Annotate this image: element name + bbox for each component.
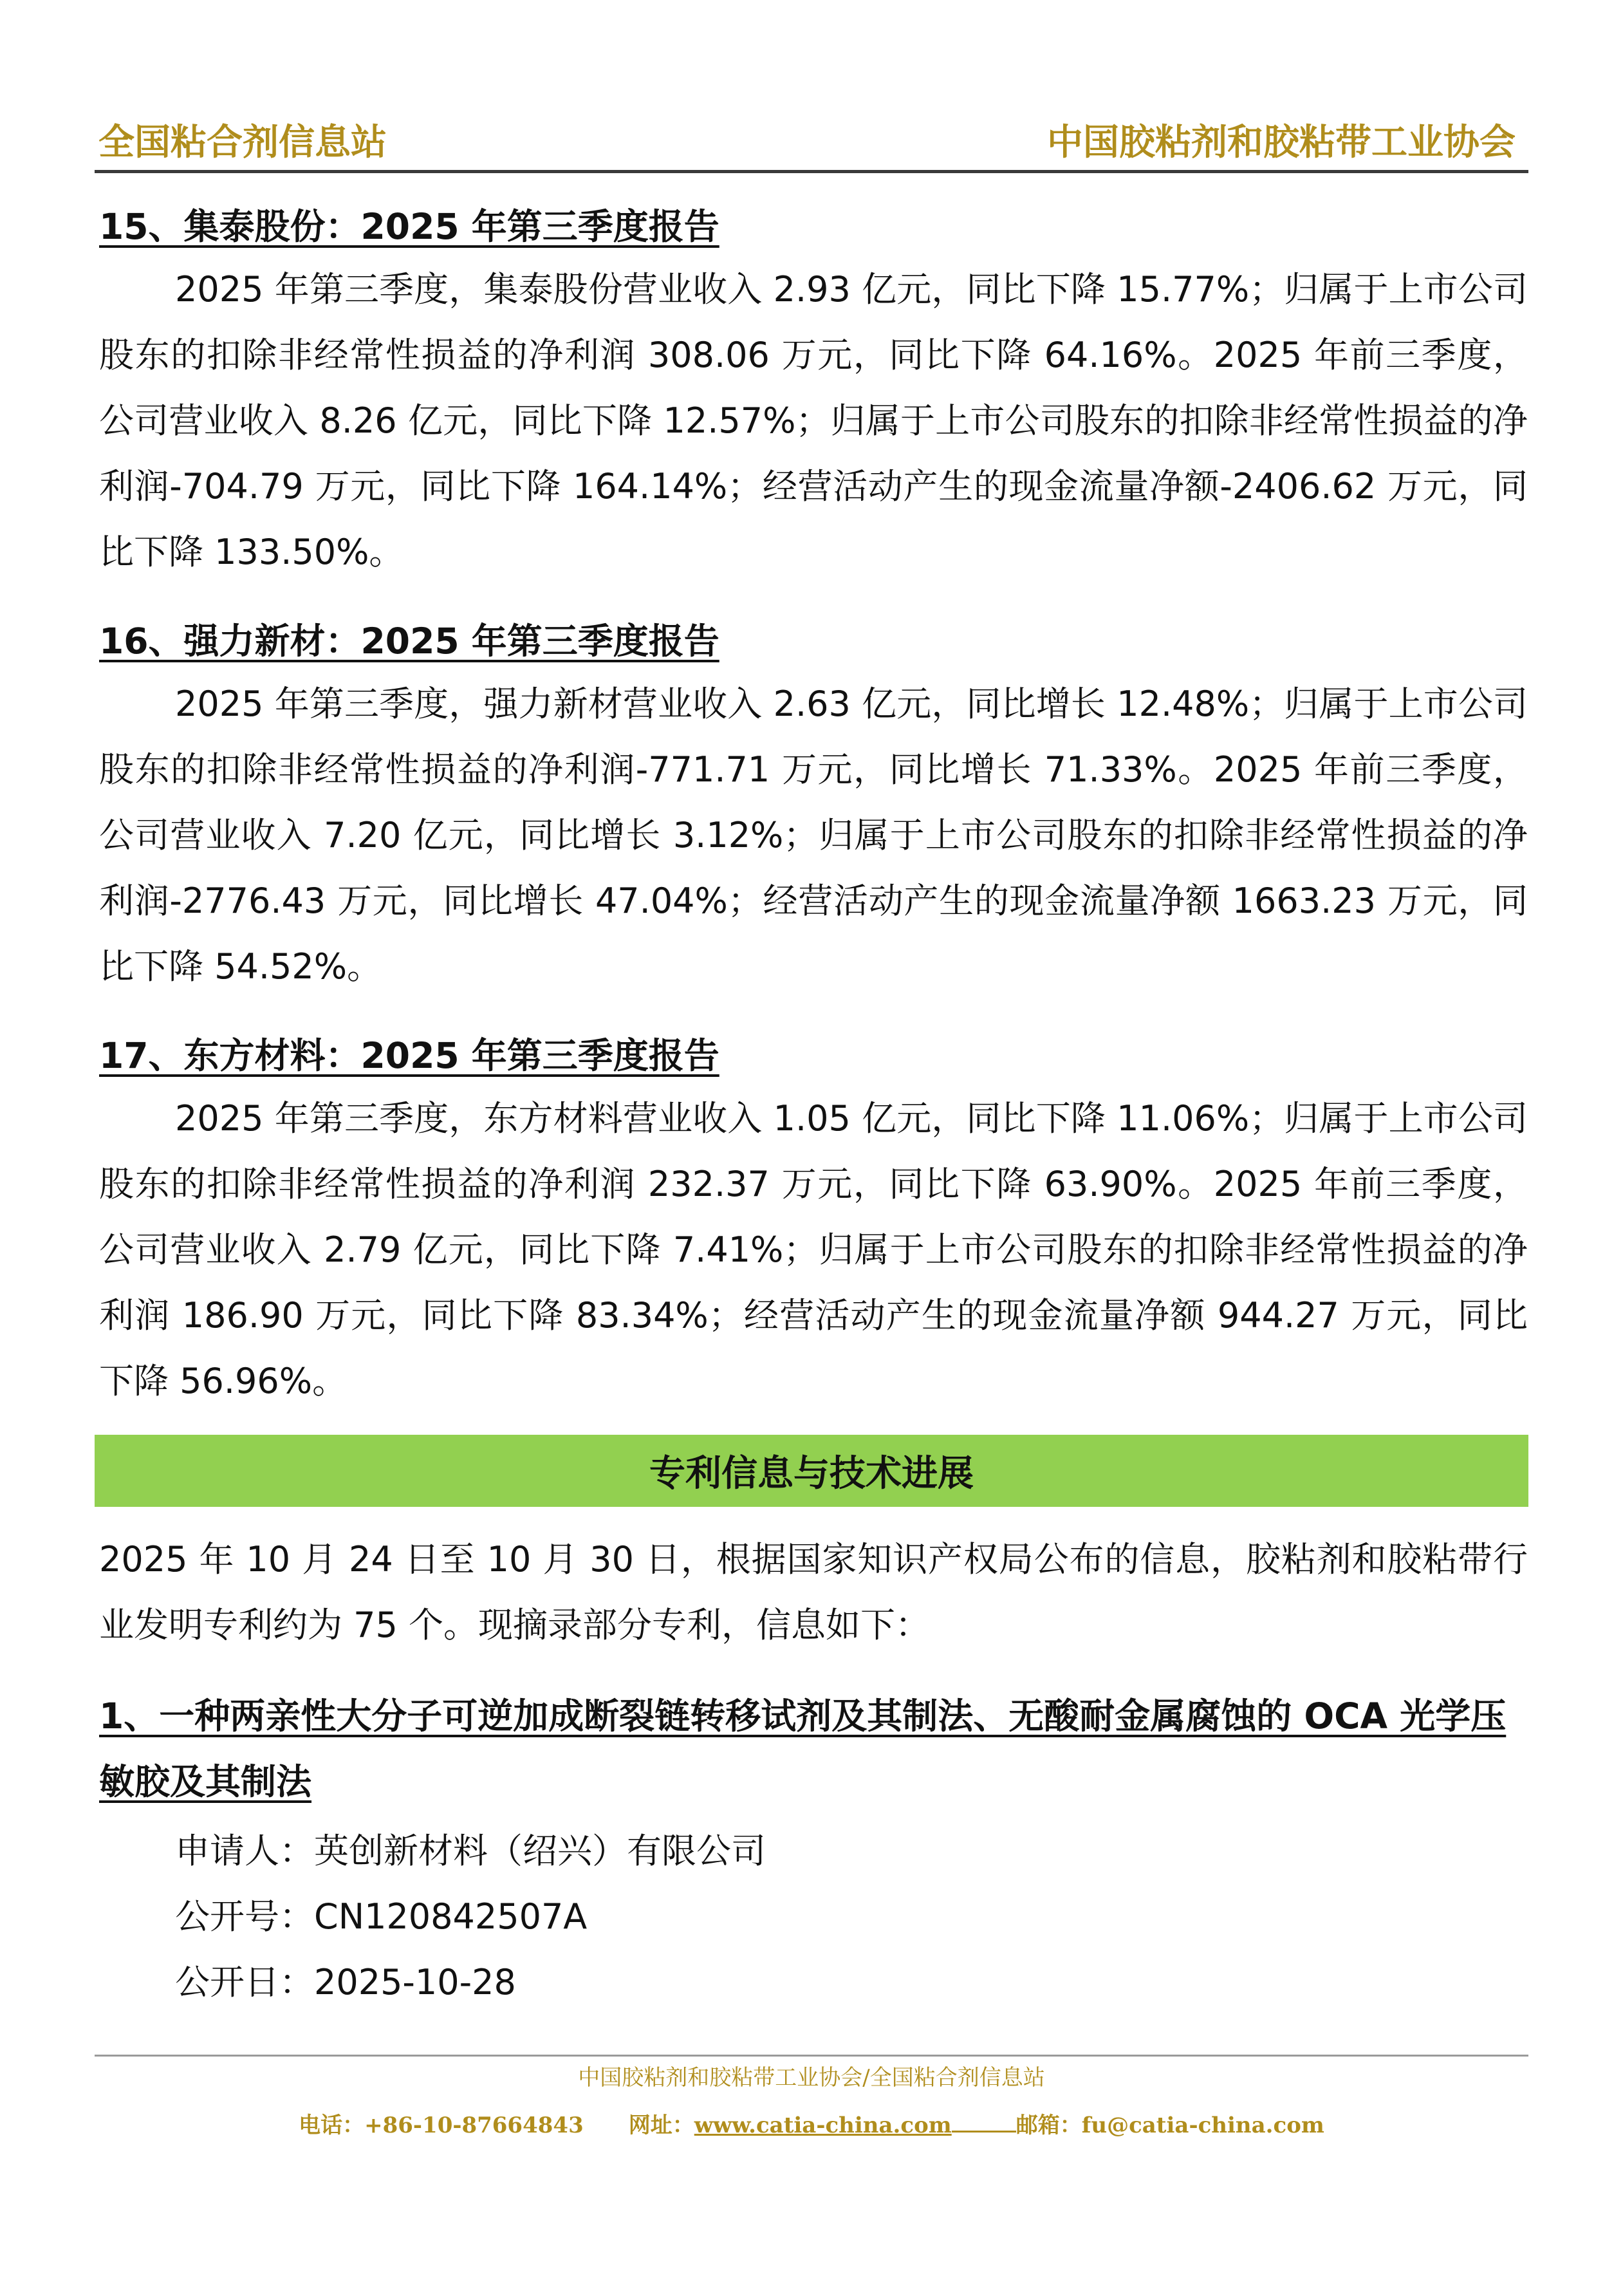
section-body-16: 2025 年第三季度，强力新材营业收入 2.63 亿元，同比增长 12.48%；归属于上市公司股东的扣除非经常性损益的净利润-771.71 万元，同比增长 71.33%。2025 年前三季度，公司营业收入 7.20 亿元，同比增长 3.12%；归属于上市公司股东的扣除非经常性损益的净利润-2776.43 万元，同比增长 47.04%；经营活动产生的现金流量净额 1663.23 万元，同比下降 54.52%。 bbox=[99, 684, 1528, 987]
section-title-17: 17、东方材料：2025 年第三季度报告 bbox=[99, 1035, 719, 1076]
footer-divider bbox=[95, 2055, 1528, 2057]
footer-website-label: 网址： bbox=[628, 2113, 694, 2138]
patent-section-banner bbox=[95, 1435, 1528, 1507]
footer-phone: 电话：+86-10-87664843 bbox=[299, 2113, 584, 2138]
section-title-16: 16、强力新材：2025 年第三季度报告 bbox=[99, 621, 719, 662]
header-right-title: 中国胶粘剂和胶粘带工业协会 bbox=[1047, 121, 1516, 163]
patent-publication-number: 公开号：CN120842507A bbox=[175, 1896, 588, 1937]
patent-applicant: 申请人：英创新材料（绍兴）有限公司 bbox=[175, 1831, 766, 1871]
footer-org-line: 中国胶粘剂和胶粘带工业协会/全国粘合剂信息站 bbox=[578, 2065, 1045, 2091]
footer-website-link[interactable]: www.catia-china.com bbox=[694, 2113, 952, 2138]
banner-label: 专利信息与技术进展 bbox=[649, 1453, 974, 1495]
patent-intro: 2025 年 10 月 24 日至 10 月 30 日，根据国家知识产权局公布的信息，胶粘剂和胶粘带行业发明专利约为 75 个。现摘录部分专利，信息如下： bbox=[99, 1539, 1528, 1645]
footer-contact-line bbox=[95, 2106, 1528, 2145]
header-left-title: 全国粘合剂信息站 bbox=[98, 121, 387, 163]
section-body-17: 2025 年第三季度，东方材料营业收入 1.05 亿元，同比下降 11.06%；归属于上市公司股东的扣除非经常性损益的净利润 232.37 万元，同比下降 63.90%。2025 年前三季度，公司营业收入 2.79 亿元，同比下降 7.41%；归属于上市公司股东的扣除非经常性损益的净利润 186.90 万元，同比下降 83.34%；经营活动产生的现金流量净额 944.27 万元，同比下降 56.96%。 bbox=[99, 1098, 1528, 1401]
footer-email[interactable]: 邮箱：fu@catia-china.com bbox=[1016, 2113, 1324, 2138]
patent-publication-date: 公开日：2025-10-28 bbox=[175, 1962, 516, 2002]
footer-underline-decoration bbox=[952, 2110, 1016, 2133]
header-divider bbox=[95, 170, 1528, 173]
page-header bbox=[95, 115, 1528, 170]
section-body-15: 2025 年第三季度，集泰股份营业收入 2.93 亿元，同比下降 15.77%；归属于上市公司股东的扣除非经常性损益的净利润 308.06 万元，同比下降 64.16%。2025 年前三季度，公司营业收入 8.26 亿元，同比下降 12.57%；归属于上市公司股东的扣除非经常性损益的净利润-704.79 万元，同比下降 164.14%；经营活动产生的现金流量净额-2406.62 万元，同比下降 133.50%。 bbox=[99, 269, 1528, 572]
patent-title-1: 1、一种两亲性大分子可逆加成断裂链转移试剂及其制法、无酸耐金属腐蚀的 OCA 光学压敏胶及其制法 bbox=[99, 1695, 1507, 1802]
section-title-15: 15、集泰股份：2025 年第三季度报告 bbox=[99, 206, 719, 247]
